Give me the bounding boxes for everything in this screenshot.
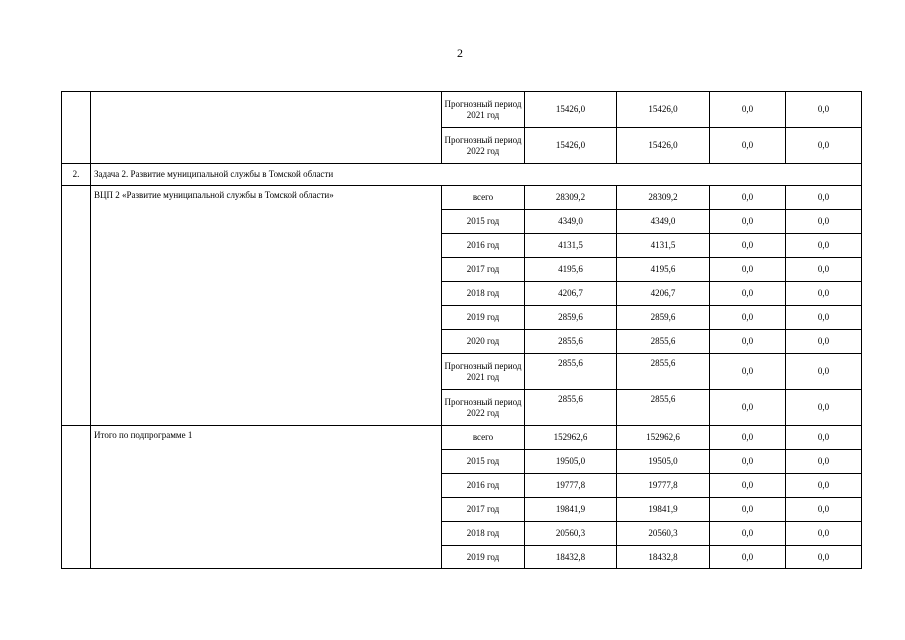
value-cell: 0,0 xyxy=(786,92,862,128)
value-cell: 0,0 xyxy=(710,234,786,258)
value-cell: 20560,3 xyxy=(525,522,617,546)
value-cell: 2855,6 xyxy=(617,330,710,354)
period-cell: Прогнозный период 2021 год xyxy=(442,354,525,390)
value-cell: 15426,0 xyxy=(617,128,710,164)
period-cell: Прогнозный период 2022 год xyxy=(442,128,525,164)
value-cell: 19777,8 xyxy=(525,474,617,498)
value-cell: 0,0 xyxy=(710,186,786,210)
period-cell: Прогнозный период 2022 год xyxy=(442,390,525,426)
row-number-cell xyxy=(62,426,91,569)
value-cell: 0,0 xyxy=(786,354,862,390)
period-cell: всего xyxy=(442,186,525,210)
period-cell: 2017 год xyxy=(442,258,525,282)
value-cell: 2855,6 xyxy=(525,330,617,354)
value-cell: 0,0 xyxy=(710,330,786,354)
value-cell: 0,0 xyxy=(710,474,786,498)
row-number-cell xyxy=(62,92,91,164)
value-cell: 4206,7 xyxy=(617,282,710,306)
period-cell: 2018 год xyxy=(442,282,525,306)
value-cell: 0,0 xyxy=(786,258,862,282)
value-cell: 19505,0 xyxy=(525,450,617,474)
value-cell: 0,0 xyxy=(710,354,786,390)
value-cell: 28309,2 xyxy=(525,186,617,210)
value-cell: 4349,0 xyxy=(617,210,710,234)
value-cell: 0,0 xyxy=(710,426,786,450)
value-cell: 0,0 xyxy=(710,522,786,546)
period-cell: 2020 год xyxy=(442,330,525,354)
value-cell: 0,0 xyxy=(786,546,862,569)
value-cell: 0,0 xyxy=(710,546,786,569)
value-cell: 0,0 xyxy=(786,426,862,450)
page-number: 2 xyxy=(457,46,463,60)
value-cell: 0,0 xyxy=(710,498,786,522)
value-cell: 15426,0 xyxy=(525,92,617,128)
period-cell: Прогнозный период 2021 год xyxy=(442,92,525,128)
period-cell: 2019 год xyxy=(442,546,525,569)
period-cell: 2016 год xyxy=(442,234,525,258)
period-cell: 2017 год xyxy=(442,498,525,522)
value-cell: 0,0 xyxy=(710,282,786,306)
subtotal-name: Итого по подпрограмме 1 xyxy=(91,426,442,569)
task-title: Задача 2. Развитие муниципальной службы в Томской области xyxy=(91,164,862,186)
period-cell: 2019 год xyxy=(442,306,525,330)
name-cell xyxy=(91,92,442,164)
table-row xyxy=(62,92,862,128)
table-row xyxy=(62,164,862,186)
value-cell: 0,0 xyxy=(786,234,862,258)
value-cell: 0,0 xyxy=(786,210,862,234)
value-cell: 19777,8 xyxy=(617,474,710,498)
value-cell: 0,0 xyxy=(786,306,862,330)
value-cell: 19505,0 xyxy=(617,450,710,474)
value-cell: 152962,6 xyxy=(525,426,617,450)
value-cell: 0,0 xyxy=(710,450,786,474)
value-cell: 0,0 xyxy=(786,186,862,210)
value-cell: 2859,6 xyxy=(525,306,617,330)
value-cell: 0,0 xyxy=(710,258,786,282)
value-cell: 0,0 xyxy=(786,282,862,306)
value-cell: 15426,0 xyxy=(525,128,617,164)
row-number-cell xyxy=(62,186,91,426)
value-cell: 2859,6 xyxy=(617,306,710,330)
value-cell: 152962,6 xyxy=(617,426,710,450)
value-cell: 2855,6 xyxy=(617,354,710,390)
value-cell: 18432,8 xyxy=(525,546,617,569)
period-cell: 2018 год xyxy=(442,522,525,546)
task-number: 2. xyxy=(62,164,91,186)
table-row xyxy=(62,426,862,450)
value-cell: 4206,7 xyxy=(525,282,617,306)
value-cell: 0,0 xyxy=(710,128,786,164)
value-cell: 19841,9 xyxy=(617,498,710,522)
value-cell: 0,0 xyxy=(786,390,862,426)
value-cell: 0,0 xyxy=(786,128,862,164)
value-cell: 4131,5 xyxy=(617,234,710,258)
value-cell: 4195,6 xyxy=(617,258,710,282)
value-cell: 0,0 xyxy=(786,450,862,474)
program-name: ВЦП 2 «Развитие муниципальной службы в Томской области» xyxy=(91,186,442,426)
value-cell: 2855,6 xyxy=(617,390,710,426)
value-cell: 0,0 xyxy=(710,210,786,234)
value-cell: 20560,3 xyxy=(617,522,710,546)
value-cell: 18432,8 xyxy=(617,546,710,569)
value-cell: 0,0 xyxy=(710,390,786,426)
value-cell: 0,0 xyxy=(786,522,862,546)
value-cell: 15426,0 xyxy=(617,92,710,128)
value-cell: 2855,6 xyxy=(525,390,617,426)
budget-table xyxy=(61,91,862,569)
value-cell: 28309,2 xyxy=(617,186,710,210)
period-cell: всего xyxy=(442,426,525,450)
period-cell: 2015 год xyxy=(442,450,525,474)
value-cell: 4349,0 xyxy=(525,210,617,234)
value-cell: 4131,5 xyxy=(525,234,617,258)
value-cell: 2855,6 xyxy=(525,354,617,390)
value-cell: 4195,6 xyxy=(525,258,617,282)
value-cell: 0,0 xyxy=(786,330,862,354)
value-cell: 19841,9 xyxy=(525,498,617,522)
value-cell: 0,0 xyxy=(710,92,786,128)
value-cell: 0,0 xyxy=(786,498,862,522)
table-row xyxy=(62,186,862,210)
period-cell: 2016 год xyxy=(442,474,525,498)
period-cell: 2015 год xyxy=(442,210,525,234)
value-cell: 0,0 xyxy=(710,306,786,330)
value-cell: 0,0 xyxy=(786,474,862,498)
